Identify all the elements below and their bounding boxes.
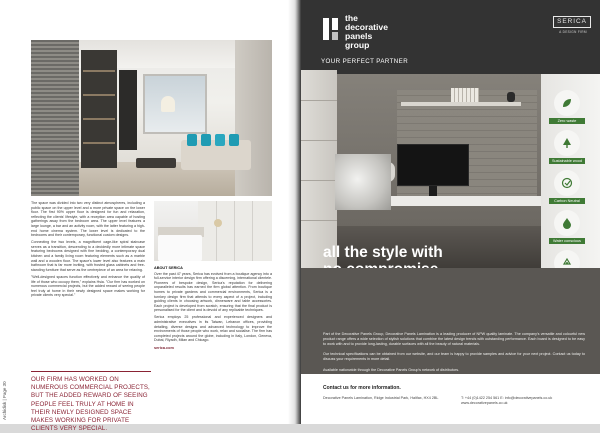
tree-icon bbox=[561, 137, 573, 149]
badge-label: Carbon Neutral bbox=[549, 198, 585, 204]
advert-headline: all the style with bbox=[323, 244, 443, 261]
partner-logo-subtitle: A DESIGN FIRM bbox=[559, 30, 587, 34]
contact-address: Decorative Panels Lamination, Ridge Industrial Park, Halifax, HX4 2BL bbox=[323, 396, 439, 400]
article-column-left bbox=[31, 201, 145, 300]
advert-paragraph: Part of the Decorative Panels Group, Decorative Panels Lamination is a leading producer of NPW quality laminate. The company's versatile and colourful new product range offers a wide selection of stylish solutions that combine the latest design trends with outstanding performance. Each board is designed to be easy to work with and to provide long-lasting, durable surfaces with all the beauty of natural materials. bbox=[323, 332, 585, 346]
leaf-icon bbox=[561, 97, 573, 109]
article-paragraph: Serica employs 25 professional and experienced designers and administrative executives in its Taiwan, Lebanon offices, providing detailing, diverse designs and advanced technology to improve the environments of those people who work, relax and socialise. The firm has completed projects around the globe, including in Italy, London, Geneva, Dubai, Riyadh, Milan and Chicago. bbox=[154, 315, 272, 343]
drop-icon bbox=[561, 217, 573, 229]
article-paragraph: "Well-designed spaces function effectively and enhance the quality of life of those who occupy them," explains Hsia. "Our firm has worked on numerous commercial projects, but the added reward of seeing people feel truly at home in their newly designed space makes working for private clients very special." bbox=[31, 274, 145, 298]
page-folio: Archidisk | Page 30 bbox=[2, 381, 7, 420]
pull-quote: OUR FIRM HAS WORKED ON NUMEROUS COMMERCIAL PROJECTS, BUT THE ADDED REWARD OF SEEING PEOPLE FEEL TRULY AT HOME IN THEIR NEWLY DESIGNED SPACE MAKES WORKING FOR PRIVATE CLIENTS VERY SPECIAL. bbox=[31, 371, 151, 421]
badge-label: Sustainable wood bbox=[549, 158, 585, 164]
article-paragraph: Over the past 47 years, Serica has evolved from a boutique agency into a full-service interior design firm offering a discerning, international clientele. Pioneers of bespoke design, Serica's reputation for delivering unparalleled results has earned the firm global attention. From boutique homes to private gardens and commercial environments, Serica is a turnkey design firm that attends to every aspect of a project, including guiding clients in choosing artwork, dinnerware and table accessories. Each project is developed from scratch, ensuring that the final product is personalised for the client and is devoid of any replicable techniques. bbox=[154, 271, 272, 313]
brand-name: the decorative panels group bbox=[345, 13, 388, 50]
article-paragraph: Connecting the two levels, a magnificent cage-like spiral staircase serves as a transition, descending to a decidedly more intimate space featuring bedrooms designed with fine bedding, a contemporary dual kitchen and a family living room featuring elements such as a marble wall and a wooden floor. The space's lower level also features a main bathroom that is far more inviting, with frosted glass cabinets and free-standing furniture that serve as the centrepiece of an area for relaxing. bbox=[31, 240, 145, 272]
living-room-photo bbox=[31, 40, 272, 196]
website-link[interactable]: serica.com bbox=[154, 345, 174, 350]
feature-badge bbox=[549, 170, 585, 204]
brand-tagline: YOUR PERFECT PARTNER bbox=[321, 58, 409, 65]
feature-badge bbox=[549, 210, 585, 244]
left-page bbox=[0, 0, 292, 433]
page-gutter bbox=[288, 0, 302, 424]
advert-paragraph: Available nationwide through the Decorative Panels Group's network of distributors. bbox=[323, 368, 460, 372]
partner-logo: SERICA bbox=[553, 16, 591, 28]
advert-page bbox=[301, 0, 600, 424]
badge-label: Zero waste bbox=[549, 118, 585, 124]
co2-icon bbox=[561, 177, 573, 189]
feature-badge bbox=[549, 130, 585, 164]
advert-paragraph: Our technical specifications can be obtained from our website, and our team is happy to provide samples and advice for your next project. Contact us today to discuss your requirements in more detail. bbox=[323, 352, 585, 361]
badge-label: Water conscious bbox=[549, 238, 585, 244]
contact-details[interactable]: T: +44 (0)1422 254 561 E: info@decorativepanels.co.uk www.decorativepanels.co.uk bbox=[461, 396, 553, 405]
article-column-right bbox=[154, 266, 272, 350]
about-heading: ABOUT SERICA bbox=[154, 266, 183, 270]
contact-heading: Contact us for more information. bbox=[323, 385, 401, 391]
feature-badge bbox=[549, 90, 585, 124]
bedroom-photo bbox=[154, 201, 272, 261]
brand-logo-icon bbox=[321, 16, 341, 42]
article-paragraph: The space was divided into two very distinct atmospheres, including a public space on the upper level and a more private space on the lower floor. The first 90% upper floor is designed for fun and relaxation, reflecting the clients' lifestyle, with a reception area capable of hosting gatherings away from the bedroom area. The upper level features a large lounge, a bar and an activity room, with the latter featuring a high-end home cinema system. The lower level is dedicated to the bedrooms and their contemporary, functional custom designs. bbox=[31, 201, 145, 238]
